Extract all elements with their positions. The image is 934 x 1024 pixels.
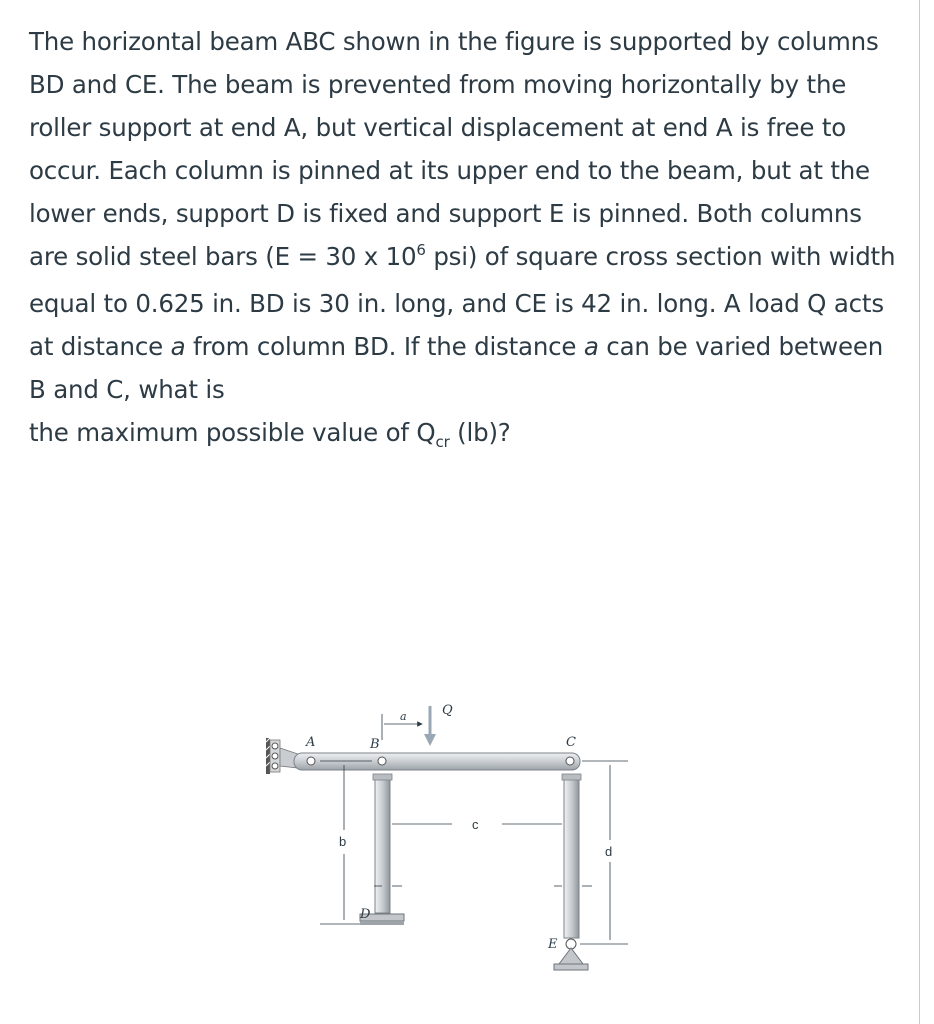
- variable-a: a: [170, 332, 186, 361]
- question-paragraph-2: [29, 411, 899, 458]
- roller-support-a: [266, 738, 298, 774]
- pin-a: [307, 757, 315, 765]
- question-text-part3: from column BD. If the distance: [185, 332, 584, 361]
- question-text-part2: psi) of square cross section with width equal to 0.625 in. BD is 30 in. long, and CE is 42 in. long. A load Q acts at distance: [29, 242, 896, 361]
- pinned-support-e: [559, 948, 583, 964]
- label-a-dim: a: [400, 710, 407, 723]
- label-a-point: A: [306, 735, 316, 750]
- exponent-6: 6: [416, 241, 426, 259]
- question-text-part4: can be varied between B and C, what is: [29, 332, 884, 404]
- label-b-point: B: [370, 737, 380, 752]
- variable-a: a: [583, 332, 599, 361]
- label-e-point: E: [548, 937, 558, 952]
- beam-abc: [294, 753, 580, 770]
- beam-column-figure: [262, 690, 642, 990]
- label-c-point: C: [566, 735, 576, 750]
- pin-b: [378, 757, 386, 765]
- question-text: [29, 20, 899, 458]
- question-text-part5: the maximum possible value of Q: [29, 418, 436, 447]
- column-bd: [360, 774, 404, 925]
- pin-c: [566, 757, 574, 765]
- dimension-d: [580, 761, 628, 944]
- label-q: Q: [442, 703, 453, 718]
- label-d-dim: d: [605, 844, 613, 859]
- label-d-point: D: [360, 907, 371, 922]
- column-ce: [554, 774, 588, 970]
- label-c-dim: c: [472, 817, 479, 832]
- beam-body: [294, 753, 580, 770]
- load-q-arrow: [424, 706, 436, 746]
- question-text-part6: (lb)?: [449, 418, 511, 447]
- dimension-c: [374, 824, 592, 886]
- question-text-part1: The horizontal beam ABC shown in the figure is supported by columns BD and CE. The beam is prevented from moving horizontally by the roller support at end A, but vertical displacement at end A is free to occur. Each column is pinned at its upper end to the beam, but at the lower ends, support D is fixed and support E is pinned. Both columns are solid steel bars (E = 30 x 10: [29, 27, 879, 271]
- subscript-cr: cr: [435, 433, 450, 451]
- content-border: [919, 0, 920, 1024]
- question-paragraph-1: [29, 20, 899, 411]
- label-b-dim: b: [339, 834, 347, 849]
